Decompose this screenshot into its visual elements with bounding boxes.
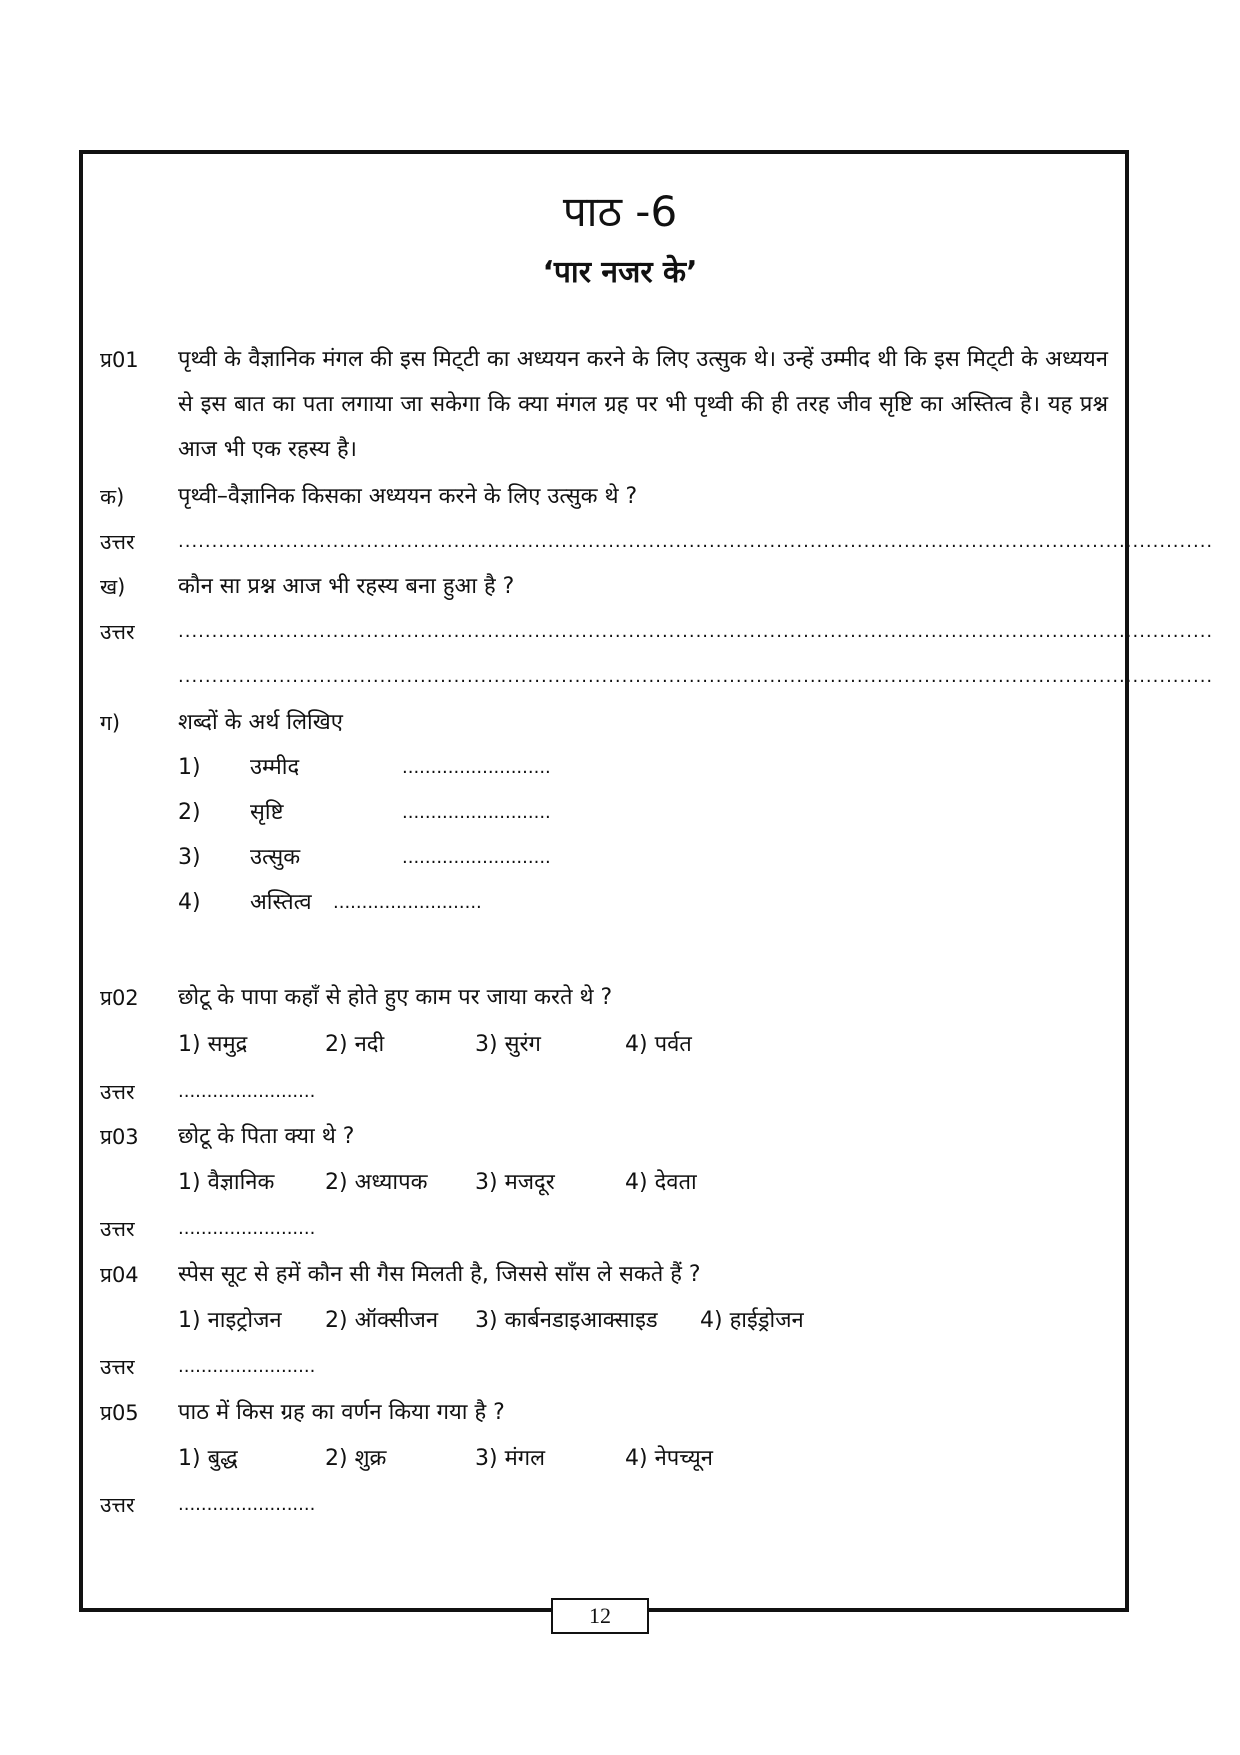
answer-label: उत्तर [100, 1080, 135, 1104]
q4-option[interactable]: 4) हाईड्रोजन [700, 1308, 804, 1333]
word-number: 3) [178, 845, 201, 870]
q5-option[interactable]: 2) शुक्र [325, 1446, 387, 1471]
answer-line[interactable]: .......................................................................................................................................................... [178, 666, 1214, 687]
q5-option[interactable]: 4) नेपच्यून [625, 1446, 713, 1471]
word-answer-blank[interactable]: .......................... [402, 802, 551, 823]
chapter-title: ‘पार नजर के’ [542, 255, 698, 290]
word-term: अस्तित्व [250, 890, 312, 915]
answer-line[interactable]: .......................................................................................................................................................... [178, 531, 1214, 552]
q1-label: प्र01 [100, 348, 139, 372]
answer-label: उत्तर [100, 1217, 135, 1241]
answer-blank[interactable]: ........................ [178, 1356, 316, 1377]
q5-option[interactable]: 3) मंगल [475, 1446, 546, 1471]
q3-option[interactable]: 2) अध्यापक [325, 1170, 428, 1195]
q3-label: प्र03 [100, 1125, 139, 1149]
q1c-label: ग) [100, 711, 121, 735]
word-answer-blank[interactable]: .......................... [402, 847, 551, 868]
q4-question: स्पेस सूट से हमें कौन सी गैस मिलती है, जिससे साँस ले सकते हैं ? [178, 1262, 701, 1287]
answer-line[interactable]: .......................................................................................................................................................... [178, 621, 1214, 642]
q1b-question: कौन सा प्रश्न आज भी रहस्य बना हुआ है ? [178, 574, 515, 599]
q2-option[interactable]: 1) समुद्र [178, 1032, 248, 1057]
word-number: 2) [178, 800, 201, 825]
q4-option[interactable]: 1) नाइट्रोजन [178, 1308, 282, 1333]
answer-label: उत्तर [100, 530, 135, 554]
q4-option[interactable]: 2) ऑक्सीजन [325, 1308, 439, 1333]
q2-label: प्र02 [100, 986, 139, 1010]
page-number: 12 [551, 1598, 649, 1634]
q2-option[interactable]: 2) नदी [325, 1032, 385, 1057]
word-answer-blank[interactable]: .......................... [402, 757, 551, 778]
q1c-question: शब्दों के अर्थ लिखिए [178, 710, 343, 735]
answer-blank[interactable]: ........................ [178, 1218, 316, 1239]
word-term: उम्मीद [250, 755, 300, 780]
chapter-heading: पाठ -6 [562, 187, 678, 236]
q5-question: पाठ में किस ग्रह का वर्णन किया गया है ? [178, 1400, 505, 1425]
answer-label: उत्तर [100, 1493, 135, 1517]
answer-label: उत्तर [100, 1355, 135, 1379]
q1a-question: पृथ्वी–वैज्ञानिक किसका अध्ययन करने के लिए उत्सुक थे ? [178, 484, 638, 509]
q2-option[interactable]: 3) सुरंग [475, 1032, 541, 1057]
q1-passage: पृथ्वी के वैज्ञानिक मंगल की इस मिट्‌टी का अध्ययन करने के लिए उत्सुक थे। उन्हें उम्मीद थी कि इस मिट्‌टी के अध्ययन से इस बात का पता लगाया जा सकेगा कि क्या मंगल ग्रह पर भी पृथ्वी की ही तरह जीव सृष्टि का अस्तित्व है। यह प्रश्न आज भी एक रहस्य है। [178, 347, 1108, 462]
answer-label: उत्तर [100, 620, 135, 644]
q2-question: छोटू के पापा कहाँ से होते हुए काम पर जाया करते थे ? [178, 985, 613, 1010]
q3-option[interactable]: 3) मजदूर [475, 1170, 555, 1195]
q1b-label: ख) [100, 575, 126, 599]
q4-label: प्र04 [100, 1263, 139, 1287]
q3-question: छोटू के पिता क्या थे ? [178, 1124, 355, 1149]
answer-blank[interactable]: ........................ [178, 1494, 316, 1515]
word-number: 4) [178, 890, 201, 915]
q2-option[interactable]: 4) पर्वत [625, 1032, 692, 1057]
q4-option[interactable]: 3) कार्बनडाइआक्साइड [475, 1308, 658, 1333]
word-term: सृष्टि [250, 800, 284, 825]
q5-label: प्र05 [100, 1401, 139, 1425]
q3-option[interactable]: 4) देवता [625, 1170, 697, 1195]
q5-option[interactable]: 1) बुद्ध [178, 1446, 238, 1471]
word-term: उत्सुक [250, 845, 301, 870]
answer-blank[interactable]: ........................ [178, 1081, 316, 1102]
q1a-label: क) [100, 485, 125, 509]
word-number: 1) [178, 755, 201, 780]
q3-option[interactable]: 1) वैज्ञानिक [178, 1170, 275, 1195]
word-answer-blank[interactable]: .......................... [333, 892, 482, 913]
